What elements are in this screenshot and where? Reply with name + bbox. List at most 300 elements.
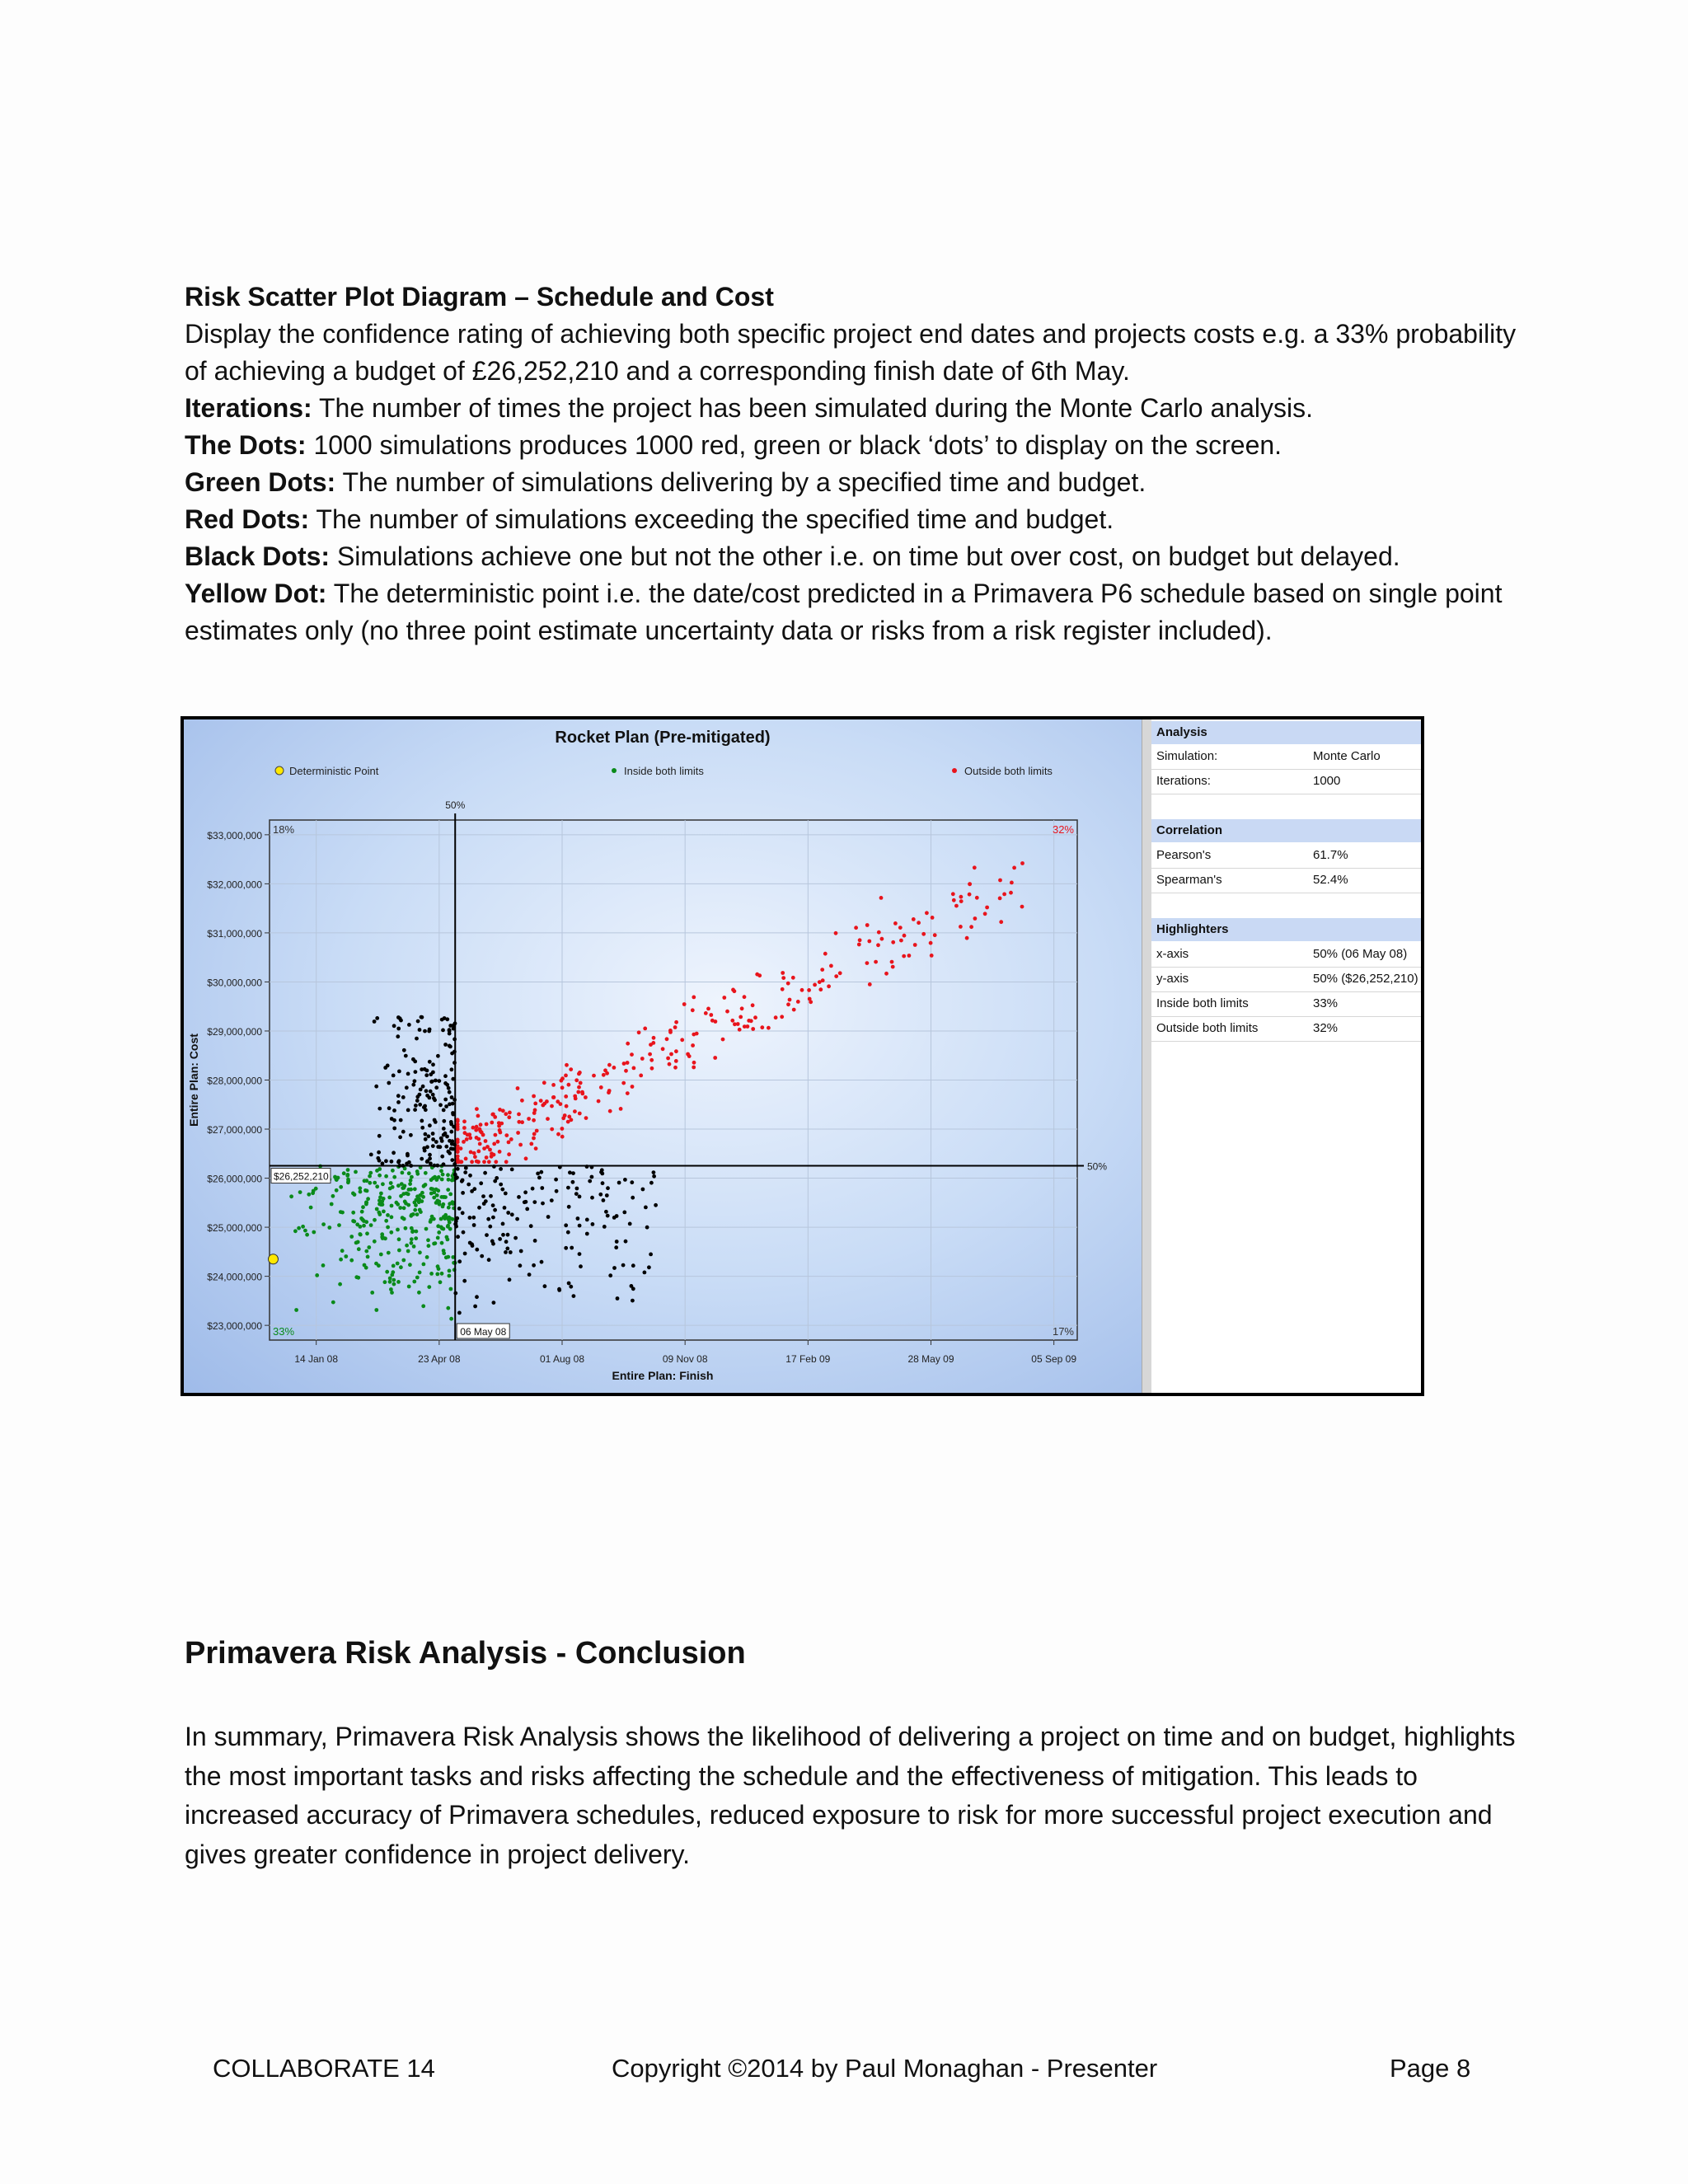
scatter-point [434, 1188, 438, 1192]
scatter-point [429, 1080, 434, 1084]
scatter-point [396, 1094, 401, 1098]
highlighters-section-header: Highlighters [1151, 918, 1421, 941]
scatter-point [427, 1134, 431, 1138]
scatter-point [465, 1137, 469, 1141]
scatter-point [532, 1200, 537, 1204]
scatter-point [461, 1179, 465, 1183]
scatter-point [643, 1271, 647, 1275]
scatter-point [386, 1064, 390, 1068]
scatter-point [907, 954, 912, 958]
scatter-point [439, 1169, 443, 1173]
scatter-point [391, 1270, 395, 1274]
scatter-point [461, 1191, 465, 1195]
scatter-point [630, 1180, 634, 1184]
scatter-point [437, 1079, 441, 1083]
scatter-point [631, 1263, 635, 1268]
scatter-point [621, 1081, 626, 1085]
scatter-point [930, 954, 934, 958]
scatter-point [441, 1029, 445, 1033]
scatter-point [615, 1240, 619, 1244]
scatter-point [386, 1226, 390, 1230]
scatter-point [375, 1207, 379, 1212]
scatter-point [516, 1131, 520, 1135]
scatter-point [340, 1211, 345, 1215]
scatter-point [436, 1054, 440, 1058]
scatter-point [389, 1181, 393, 1185]
scatter-point [438, 1280, 443, 1284]
scatter-point [449, 1317, 453, 1321]
scatter-point [645, 1226, 649, 1230]
scatter-point [560, 1135, 565, 1139]
scatter-point [436, 1236, 440, 1240]
scatter-point [429, 1090, 433, 1094]
scatter-point [421, 1085, 425, 1089]
scatter-point [404, 1226, 408, 1230]
scatter-point [608, 1273, 612, 1277]
scatter-point [564, 1094, 568, 1099]
scatter-point [532, 1132, 537, 1137]
scatter-point [418, 1271, 422, 1275]
scatter-point [468, 1216, 472, 1220]
scatter-point [357, 1247, 361, 1251]
scatter-point [931, 916, 935, 920]
scatter-point [584, 1095, 588, 1099]
scatter-point [560, 1127, 565, 1131]
intro-description: Display the confidence rating of achieving both specific project end dates and projects costs e.g. a 33% probability of achieving a budget of £26,252,210 and a corresponding finish date of 6th May. [185, 319, 1517, 386]
scatter-point [626, 1091, 630, 1095]
scatter-point [445, 1135, 449, 1139]
scatter-point [912, 917, 916, 921]
scatter-point [691, 1043, 695, 1047]
y-tick-label: $31,000,000 [207, 927, 262, 940]
scatter-point [540, 1260, 544, 1264]
scatter-point [379, 1253, 383, 1257]
scatter-point [349, 1258, 354, 1263]
scatter-point [584, 1116, 588, 1120]
scatter-point [1020, 861, 1025, 865]
scatter-point [508, 1277, 512, 1282]
scatter-point [626, 1042, 630, 1046]
scatter-point [665, 1037, 669, 1041]
scatter-point [551, 1095, 556, 1099]
scatter-point [408, 1263, 412, 1267]
scatter-point [381, 1161, 385, 1165]
scatter-point [532, 1263, 536, 1268]
scatter-point [462, 1230, 466, 1235]
scatter-point [494, 1133, 498, 1137]
scatter-point [505, 1247, 509, 1251]
scatter-point [959, 899, 964, 903]
scatter-point [619, 1107, 623, 1111]
y-tick-label: $26,000,000 [207, 1173, 262, 1185]
scatter-point [418, 1093, 422, 1097]
scatter-point [448, 1029, 452, 1033]
scatter-point [975, 896, 979, 900]
scatter-point [422, 1183, 426, 1188]
scatter-point [503, 1206, 507, 1210]
scatter-point [648, 1052, 652, 1057]
scatter-point [518, 1263, 523, 1268]
scatter-point [537, 1176, 542, 1180]
threshold-x-value: 06 May 08 [460, 1326, 507, 1338]
scatter-point [529, 1142, 533, 1146]
scatter-point [500, 1188, 504, 1192]
scatter-point [730, 1019, 734, 1023]
scatter-point [415, 1230, 419, 1234]
scatter-point [721, 1038, 725, 1042]
scatter-point [607, 1063, 612, 1067]
scatter-point [423, 1149, 427, 1153]
scatter-point [375, 1184, 379, 1188]
scatter-point [599, 1085, 603, 1090]
scatter-point [407, 1171, 411, 1175]
scatter-point [985, 906, 989, 910]
scatter-point [767, 1026, 771, 1030]
scatter-point [510, 1212, 514, 1216]
scatter-point [829, 964, 833, 968]
scatter-point [373, 1019, 377, 1024]
y-tick-label: $32,000,000 [207, 879, 262, 891]
scatter-point [364, 1201, 368, 1205]
scatter-point [490, 1113, 495, 1117]
analysis-row-simulation: Simulation: Monte Carlo [1151, 744, 1421, 770]
scatter-point [443, 1043, 448, 1047]
scatter-point [468, 1174, 472, 1178]
scatter-point [387, 1081, 391, 1085]
scatter-point [515, 1217, 519, 1221]
scatter-point [890, 960, 894, 964]
scatter-point [401, 1258, 406, 1263]
scatter-point [834, 931, 838, 935]
scatter-point [736, 1022, 740, 1026]
scatter-point [566, 1186, 570, 1190]
scatter-point [602, 1198, 606, 1202]
x-tick-label: 14 Jan 08 [294, 1353, 339, 1365]
scatter-point [535, 1129, 539, 1133]
scatter-point [415, 1194, 420, 1198]
scatter-point [488, 1148, 492, 1152]
scatter-chart [184, 719, 1142, 1393]
scatter-point [377, 1151, 381, 1155]
scatter-point [382, 1210, 386, 1214]
scatter-point [409, 1133, 413, 1137]
scatter-point [456, 1155, 460, 1159]
scatter-point [432, 1242, 436, 1246]
scatter-point [631, 1085, 635, 1089]
scatter-point [781, 976, 785, 980]
scatter-point [834, 974, 838, 978]
scatter-point [447, 1178, 451, 1182]
scatter-point [692, 1061, 696, 1065]
scatter-point [902, 954, 906, 958]
scatter-point [674, 1049, 678, 1053]
scatter-point [577, 1072, 581, 1076]
scatter-point [436, 1224, 440, 1228]
scatter-point [490, 1121, 494, 1125]
scatter-point [507, 1152, 511, 1156]
scatter-point [597, 1099, 601, 1104]
scatter-point [396, 1202, 400, 1207]
scatter-point [367, 1245, 371, 1249]
conclusion-text: In summary, Primavera Risk Analysis shows the likelihood of delivering a project on time and on budget, highlights the most important tasks and risks affecting the schedule and the effectiveness of mitigation. This leads to increased accuracy of Primavera schedules, reduced exposure to risk for more successful project execution and gives greater confidence in project delivery. [185, 1722, 1516, 1869]
scatter-point [470, 1242, 474, 1246]
scatter-point [899, 939, 903, 943]
scatter-point [485, 1122, 489, 1127]
scatter-point [998, 879, 1002, 883]
scatter-point [431, 1137, 435, 1141]
scatter-point [446, 1306, 450, 1310]
x-tick-label: 17 Feb 09 [785, 1353, 831, 1365]
scatter-point [373, 1240, 377, 1244]
quadrant-label-top-right: 32% [1052, 823, 1074, 836]
scatter-point [361, 1205, 365, 1209]
scatter-point [680, 1038, 684, 1042]
scatter-point [412, 1280, 416, 1284]
scatter-point [575, 1187, 579, 1191]
y-tick-label: $28,000,000 [207, 1075, 262, 1087]
scatter-point [692, 996, 696, 1000]
scatter-point [605, 1193, 609, 1197]
scatter-point [542, 1080, 546, 1085]
scatter-point [445, 1083, 449, 1087]
scatter-point [499, 1167, 503, 1171]
scatter-point [555, 1189, 559, 1193]
scatter-point [616, 1296, 620, 1301]
scatter-point [876, 943, 880, 947]
scatter-point [448, 1221, 452, 1225]
scatter-point [533, 1102, 537, 1106]
scatter-point [473, 1155, 477, 1159]
scatter-point [740, 1006, 744, 1010]
scatter-point [877, 930, 881, 935]
scatter-point [807, 988, 811, 992]
scatter-point [479, 1181, 483, 1185]
scatter-point [566, 1230, 570, 1235]
scatter-point [857, 943, 861, 947]
scatter-point [368, 1181, 372, 1185]
scatter-point [377, 1174, 382, 1178]
scatter-point [413, 1208, 417, 1212]
scatter-point [606, 1186, 610, 1190]
scatter-point [559, 1102, 563, 1106]
footer-left: COLLABORATE 14 [213, 2054, 435, 2083]
scatter-point [374, 1308, 378, 1312]
scatter-point [617, 1181, 621, 1185]
scatter-point [606, 1214, 610, 1218]
scatter-point [566, 1120, 570, 1124]
scatter-point [426, 1238, 430, 1242]
scatter-point [487, 1160, 491, 1164]
scatter-point [456, 1167, 460, 1171]
scatter-point [903, 934, 907, 938]
scatter-point [571, 1180, 575, 1184]
scatter-point [383, 1280, 387, 1284]
scatter-point [420, 1015, 424, 1019]
scatter-point [315, 1273, 319, 1277]
scatter-point [448, 1227, 452, 1231]
scatter-point [440, 1272, 444, 1276]
scatter-point [390, 1291, 394, 1295]
scatter-point [406, 1249, 410, 1254]
scatter-point [388, 1277, 392, 1281]
scatter-point [441, 1173, 445, 1177]
scatter-point [448, 1193, 452, 1197]
scatter-point [760, 1025, 764, 1029]
scatter-point [541, 1202, 545, 1206]
scatter-point [786, 1002, 790, 1006]
legend-marker [952, 768, 957, 773]
scatter-point [387, 1251, 391, 1255]
scatter-point [365, 1231, 369, 1235]
scatter-point [598, 1193, 603, 1197]
scatter-point [442, 1227, 446, 1231]
scatter-point [446, 1173, 450, 1177]
scatter-point [632, 1066, 636, 1071]
scatter-point [786, 982, 790, 986]
scatter-point [591, 1222, 595, 1226]
x-tick-label: 01 Aug 08 [539, 1353, 585, 1365]
scatter-point [612, 1066, 617, 1070]
scatter-point [384, 1159, 388, 1163]
scatter-point [601, 1181, 605, 1185]
scatter-point [573, 1109, 577, 1113]
threshold-y-value: $26,252,210 [274, 1170, 329, 1183]
scatter-point [484, 1139, 488, 1143]
scatter-point [387, 1106, 392, 1110]
scatter-point [546, 1117, 550, 1121]
scatter-point [713, 1056, 717, 1060]
scatter-point [398, 1135, 402, 1139]
scatter-point [788, 998, 792, 1002]
scatter-point [449, 1122, 453, 1127]
scatter-point [335, 1188, 339, 1193]
scatter-point [666, 1057, 670, 1061]
scatter-point [605, 1071, 609, 1076]
scatter-point [392, 1108, 396, 1113]
scatter-point [354, 1241, 359, 1245]
scatter-point [560, 1076, 565, 1080]
scatter-point [509, 1250, 513, 1254]
scatter-point [411, 1083, 415, 1087]
scatter-point [424, 1132, 428, 1137]
scatter-point [504, 1133, 509, 1137]
scatter-point [858, 938, 862, 942]
scatter-point [404, 1202, 408, 1206]
scatter-point [415, 1099, 420, 1103]
scatter-point [428, 1060, 432, 1064]
scatter-point [604, 1210, 608, 1214]
scatter-point [731, 988, 735, 992]
scatter-point [959, 895, 964, 899]
scatter-point [311, 1191, 315, 1195]
correlation-row-spearman: Spearman's 52.4% [1151, 868, 1421, 893]
scatter-point [540, 1186, 544, 1190]
scatter-point [574, 1097, 578, 1101]
scatter-point [614, 1245, 618, 1249]
scatter-point [413, 1079, 417, 1083]
scatter-point [415, 1169, 420, 1174]
scatter-point [506, 1211, 510, 1215]
scatter-point [464, 1157, 468, 1161]
scatter-point [641, 1188, 645, 1192]
scatter-point [506, 1233, 510, 1237]
scatter-point [413, 1060, 417, 1064]
definition-dots: The Dots: 1000 simulations produces 1000 red, green or black ‘dots’ to display on the screen. [185, 430, 1282, 460]
scatter-point [751, 1003, 755, 1007]
scatter-point [321, 1263, 326, 1268]
scatter-point [437, 1230, 441, 1235]
scatter-point [331, 1301, 335, 1305]
scatter-point [392, 1175, 396, 1179]
scatter-point [424, 1073, 429, 1077]
intro-section [185, 279, 1536, 649]
scatter-point [489, 1194, 493, 1198]
scatter-point [630, 1284, 634, 1288]
scatter-point [624, 1069, 628, 1073]
scatter-point [349, 1235, 354, 1239]
scatter-point [440, 1018, 444, 1022]
scatter-point [397, 1070, 401, 1074]
scatter-point [425, 1094, 429, 1098]
scatter-point [838, 971, 842, 975]
scatter-point [1020, 905, 1025, 909]
scatter-point [415, 1212, 420, 1216]
scatter-point [669, 1052, 673, 1057]
scatter-point [346, 1173, 350, 1177]
scatter-point [377, 1167, 382, 1171]
scatter-point [519, 1249, 523, 1254]
footer-center: Copyright ©2014 by Paul Monaghan - Presenter [612, 2054, 1158, 2083]
scatter-point [425, 1255, 429, 1259]
scatter-point [564, 1246, 568, 1250]
scatter-point [442, 1133, 446, 1137]
scatter-point [576, 1216, 580, 1221]
scatter-point [369, 1153, 373, 1157]
scatter-point [485, 1155, 489, 1160]
scatter-point [448, 1102, 452, 1106]
scatter-point [571, 1171, 575, 1175]
correlation-row-pearson: Pearson's 61.7% [1151, 843, 1421, 869]
scatter-point [550, 1104, 554, 1108]
scatter-point [309, 1206, 313, 1210]
scatter-point [780, 1015, 784, 1019]
scatter-point [508, 1111, 512, 1115]
scatter-point [401, 1095, 406, 1099]
scatter-point [407, 1160, 411, 1165]
scatter-point [445, 1017, 449, 1021]
scatter-point [301, 1225, 305, 1229]
scatter-point [493, 1208, 497, 1212]
scatter-point [622, 1062, 626, 1066]
highlighters-row-x-axis: x-axis 50% (06 May 08) [1151, 942, 1421, 968]
scatter-point [533, 1239, 537, 1243]
scatter-point [424, 1108, 428, 1112]
scatter-point [497, 1121, 501, 1125]
scatter-point [370, 1291, 374, 1295]
scatter-point [402, 1048, 406, 1052]
scatter-point [639, 1074, 643, 1078]
scatter-point [476, 1137, 481, 1141]
scatter-point [630, 1052, 634, 1057]
scatter-point [565, 1104, 569, 1108]
scatter-point [431, 1093, 435, 1097]
scatter-point [475, 1295, 479, 1299]
scatter-point [467, 1183, 471, 1187]
scatter-point [476, 1150, 481, 1154]
scatter-point [407, 1188, 411, 1192]
definition-red-dots: Red Dots: The number of simulations exceeding the specified time and budget. [185, 504, 1114, 534]
scatter-point [475, 1107, 479, 1111]
